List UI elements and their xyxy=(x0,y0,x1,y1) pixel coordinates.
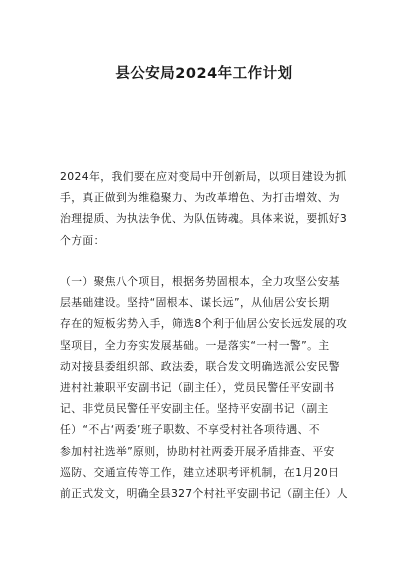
paragraph-line: 个方面： xyxy=(60,233,105,247)
paragraph-line: 动对接县委组织部、政法委，联合发文明确选派公安民警 xyxy=(60,359,340,373)
paragraph-intro xyxy=(60,166,350,251)
paragraph-line: 参加村社选举”原则，协助村社两委开展矛盾排查、平安 xyxy=(60,444,335,458)
paragraph-line: 坚项目，全力夯实发展基础。一是落实“一村一警”。主 xyxy=(60,338,330,352)
paragraph-section-one xyxy=(60,271,350,504)
paragraph-line: 2024年，我们要在应对变局中开创新局，以项目建设为抓 xyxy=(60,170,347,183)
paragraph-line: 任）“不占‘两委’班子职数、不享受村社各项待遇、不 xyxy=(60,423,320,437)
paragraph-line: 治理提质、为执法争优、为队伍铸魂。具体来说，要抓好3 xyxy=(60,212,348,226)
paragraph-line: 手，真正做到为维稳聚力、为改革增色、为打击增效、为 xyxy=(60,191,340,205)
paragraph-line: （一）聚焦八个项目，根据务势固根本，全力攻坚公安基 xyxy=(60,275,340,288)
paragraph-line: 存在的短板劣势入手，筛选8个利于仙居公安长远发展的攻 xyxy=(60,317,348,331)
document-title: 县公安局2024年工作计划 xyxy=(115,66,293,82)
paragraph-line: 前正式发文，明确全县327个村社平安副书记（副主任）人 xyxy=(60,486,348,500)
paragraph-line: 进村社兼职平安副书记（副主任），党员民警任平安副书 xyxy=(60,380,335,394)
paragraph-line: 层基础建设。坚持“固根本、谋长远”，从仙居公安长期 xyxy=(60,296,330,310)
paragraph-line: 巡防、交通宣传等工作，建立述职考评机制，在1月20日 xyxy=(60,465,340,479)
paragraph-line: 记、非党员民警任平安副主任。坚持平安副书记（副主 xyxy=(60,402,329,416)
